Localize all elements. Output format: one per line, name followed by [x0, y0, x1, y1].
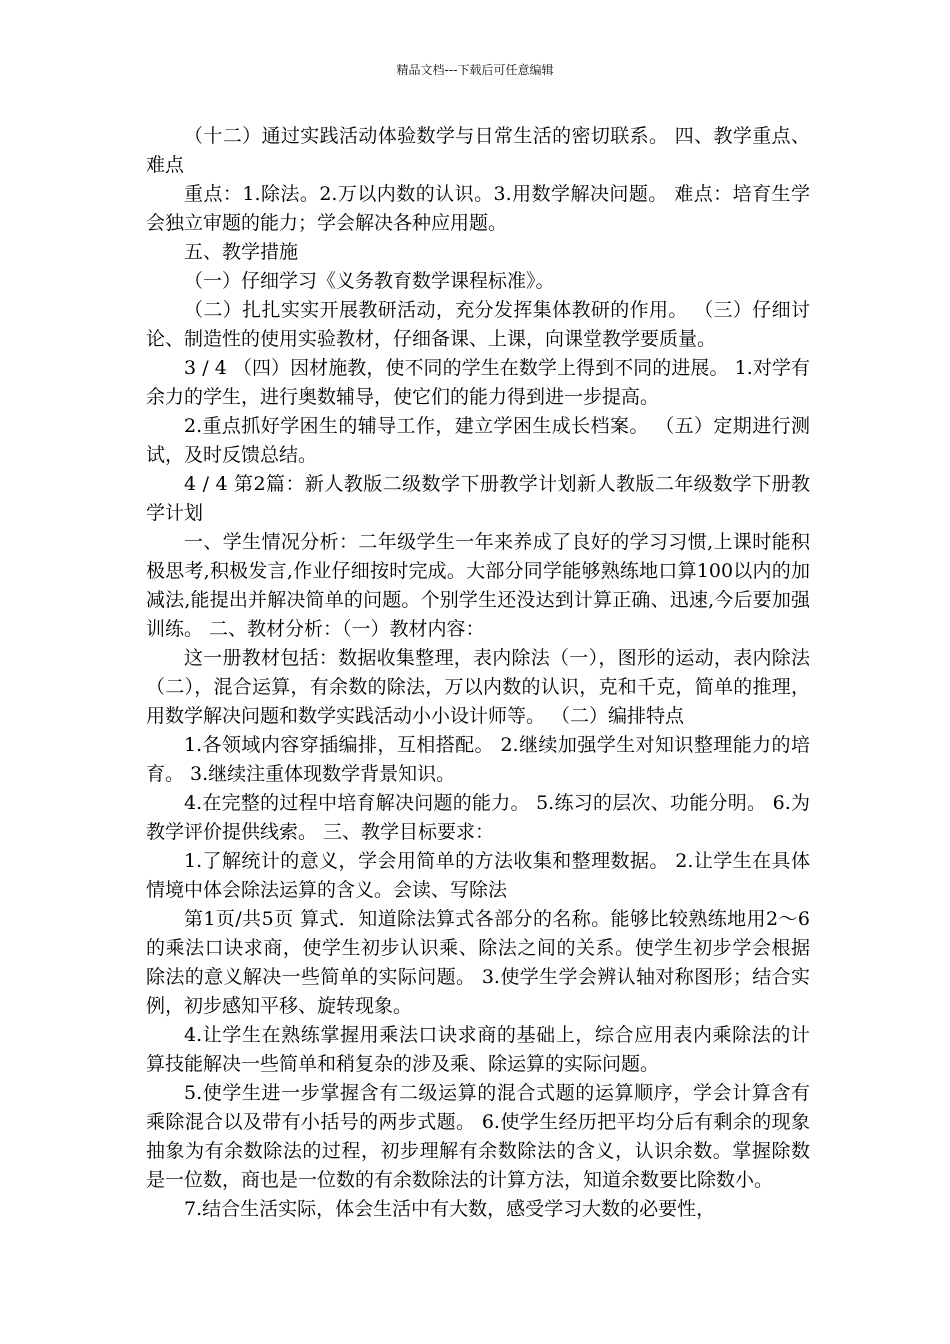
- paragraph: 1.了解统计的意义，学会用简单的方法收集和整理数据。 2.让学生在具体情境中体会除法运算的含义。会读、写除法: [146, 850, 810, 901]
- paragraph: 2.重点抓好学困生的辅导工作，建立学困生成长档案。 （五）定期进行测试，及时反馈总结。: [146, 415, 810, 466]
- paragraph: （二）扎扎实实开展教研活动，充分发挥集体教研的作用。 （三）仔细讨论、制造性的使用实验教材，仔细备课、上课，向课堂教学要质量。: [146, 299, 810, 350]
- document-body: [146, 122, 810, 1224]
- paragraph: 7.结合生活实际，体会生活中有大数，感受学习大数的必要性，: [184, 1198, 716, 1220]
- paragraph: 3 / 4 （四）因材施教，使不同的学生在数学上得到不同的进展。 1.对学有余力的学生，进行奥数辅导，使它们的能力得到进一步提高。: [146, 357, 810, 408]
- paragraph: （一）仔细学习《义务教育数学课程标准》。: [184, 270, 555, 292]
- paragraph: 五、教学措施: [184, 241, 299, 263]
- paragraph: （十二）通过实践活动体验数学与日常生活的密切联系。 四、教学重点、难点: [146, 125, 810, 176]
- paragraph: 4 / 4 第2篇：新人教版二级数学下册教学计划新人教版二年级数学下册教学计划: [146, 473, 810, 524]
- page-header: 精品文档---下载后可任意编辑: [396, 63, 554, 77]
- paragraph: 4.在完整的过程中培育解决问题的能力。 5.练习的层次、功能分明。 6.为教学评价提供线索。 三、教学目标要求：: [146, 792, 810, 843]
- paragraph: 第1页/共5页 算式．知道除法算式各部分的名称。能够比较熟练地用2～6的乘法口诀求商，使学生初步认识乘、除法之间的关系。使学生初步学会根据除法的意义解决一些简单的实际问题。 3.使学生学会辨认轴对称图形；结合实例，初步感知平移、旋转现象。: [146, 908, 810, 1017]
- paragraph: 1.各领域内容穿插编排，互相搭配。 2.继续加强学生对知识整理能力的培育。 3.继续注重体现数学背景知识。: [146, 734, 810, 785]
- paragraph: 这一册教材包括：数据收集整理，表内除法（一），图形的运动，表内除法（二），混合运算，有余数的除法，万以内数的认识，克和千克，简单的推理，用数学解决问题和数学实践活动小小设计师等。 （二）编排特点: [146, 647, 810, 727]
- paragraph: 4.让学生在熟练掌握用乘法口诀求商的基础上，综合应用表内乘除法的计算技能解决一些简单和稍复杂的涉及乘、除运算的实际问题。: [146, 1024, 810, 1075]
- paragraph: 重点：1.除法。2.万以内数的认识。3.用数学解决问题。 难点：培育生学会独立审题的能力；学会解决各种应用题。: [146, 183, 810, 234]
- paragraph: 5.使学生进一步掌握含有二级运算的混合式题的运算顺序，学会计算含有乘除混合以及带有小括号的两步式题。 6.使学生经历把平均分后有剩余的现象抽象为有余数除法的过程，初步理解有余数除法的含义，认识余数。掌握除数是一位数，商也是一位数的有余数除法的计算方法，知道余数要比除数小。: [146, 1082, 810, 1191]
- paragraph: 一、学生情况分析：二年级学生一年来养成了良好的学习习惯,上课时能积极思考,积极发言,作业仔细按时完成。大部分同学能够熟练地口算100以内的加减法,能提出并解决简单的问题。个别学生还没达到计算正确、迅速,今后要加强训练。 二、教材分析：（一）教材内容：: [146, 531, 810, 640]
